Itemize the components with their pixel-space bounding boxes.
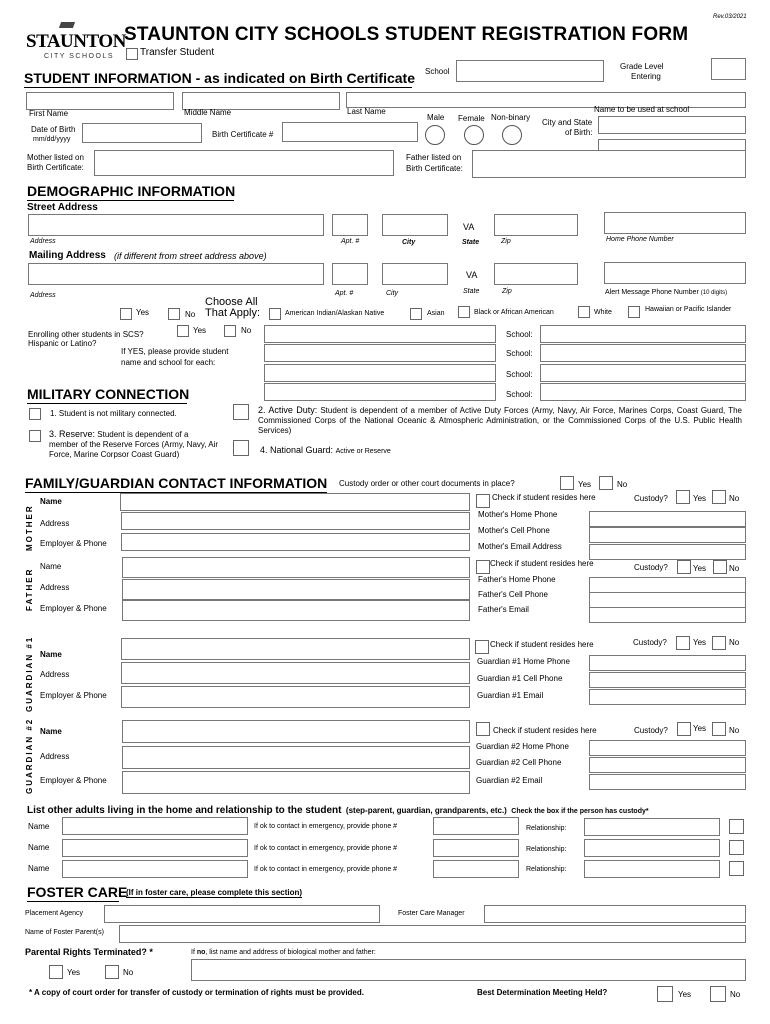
g2-home-phone-label: Guardian #2 Home Phone [476, 742, 569, 751]
school-input[interactable] [456, 60, 604, 82]
father-employer-label: Employer & Phone [40, 604, 107, 613]
nonbinary-label: Non-binary [491, 113, 531, 122]
race-asian-checkbox[interactable] [410, 308, 422, 320]
enrolling-label: Enrolling other students in SCS? [28, 330, 144, 339]
family-heading: FAMILY/GUARDIAN CONTACT INFORMATION [25, 475, 328, 491]
g1-custody-no-label: No [729, 638, 740, 647]
of-birth-label: of Birth: [565, 128, 593, 137]
g1-resides-checkbox[interactable] [475, 640, 489, 654]
other-adult-2-contact-label: If ok to contact in emergency, provide phone # [254, 845, 398, 852]
race-asian-label: Asian [427, 310, 445, 317]
male-label: Male [427, 113, 445, 122]
g2-address-label: Address [40, 752, 70, 761]
mother-name-label: Name [40, 497, 62, 506]
alert-phone-note: (10 digits) [700, 290, 728, 296]
guardian1-section-label: GUARDIAN #1 [25, 635, 34, 712]
mother-listed-label: Mother listed on [27, 153, 84, 162]
father-email-input[interactable] [589, 607, 746, 623]
mother-email-input[interactable] [589, 544, 746, 560]
mailing-state-value: VA [466, 270, 478, 280]
state2-label: State [463, 288, 480, 295]
g2-cell-phone-label: Guardian #2 Cell Phone [476, 758, 562, 767]
other-adult-2-name-label: Name [28, 843, 50, 852]
street-city-input[interactable] [382, 214, 448, 236]
mother-custody-yes-label: Yes [693, 494, 707, 503]
g1-custody-yes-checkbox[interactable] [676, 636, 690, 650]
father-custody-yes-checkbox[interactable] [677, 560, 691, 574]
military-opt3-text: Student is dependent of a member of the Reserve Forces (Army, Navy, Air Force, Marine Corpsor Coast Guard) [49, 430, 219, 460]
g2-custody-no-checkbox[interactable] [712, 722, 726, 736]
race-hawaiian-label: Hawaiian or Pacific Islander [645, 306, 732, 313]
student-info-heading: STUDENT INFORMATION - as indicated on Birth Certificate [24, 70, 415, 86]
g2-email-label: Guardian #2 Email [476, 776, 543, 785]
g2-employer-input[interactable] [122, 771, 470, 794]
g2-address-input[interactable] [122, 746, 470, 769]
guardian2-section-label: GUARDIAN #2 [25, 717, 34, 794]
race-white-checkbox[interactable] [578, 306, 590, 318]
if-yes-label: If YES, please provide student [121, 347, 229, 356]
g1-resides-label: Check if student resides here [490, 640, 594, 649]
hispanic-no-checkbox[interactable] [168, 308, 180, 320]
father-listed-label: Father listed on [406, 153, 462, 162]
alert-phone-input[interactable] [604, 262, 746, 284]
bdm-label: Best Determination Meeting Held? [477, 988, 608, 997]
military-opt1-checkbox[interactable] [29, 408, 41, 420]
g1-cell-phone-input[interactable] [589, 672, 746, 688]
father-resides-label: Check if student resides here [490, 559, 594, 568]
grade-level-label: Grade Level [620, 62, 664, 71]
biological-parents-input[interactable] [191, 959, 746, 981]
military-opt4-checkbox[interactable] [233, 440, 249, 456]
mother-address-input[interactable] [121, 512, 470, 530]
other-adult-2-relationship-label: Relationship: [526, 846, 567, 853]
school-label: School [425, 67, 450, 76]
home-phone-label: Home Phone Number [606, 236, 674, 243]
revision-label: Rev.03/2021 [713, 14, 747, 20]
demographic-heading: DEMOGRAPHIC INFORMATION [27, 183, 236, 199]
female-radio[interactable] [464, 125, 484, 145]
g2-email-input[interactable] [589, 774, 746, 790]
mother-listed-input[interactable] [94, 150, 394, 176]
alert-phone-label [605, 289, 727, 296]
school-label-1: School: [506, 330, 533, 339]
g2-custody-label: Custody? [634, 726, 668, 735]
custody-order-no-checkbox[interactable] [599, 476, 613, 490]
other-adults-title: List other adults living in the home and relationship to the student [27, 805, 342, 816]
home-phone-input[interactable] [604, 212, 746, 234]
g1-address-label: Address [40, 670, 70, 679]
father-cell-phone-input[interactable] [589, 592, 746, 608]
military-opt3-checkbox[interactable] [29, 430, 41, 442]
custody-question: Custody order or other court documents in place? [339, 479, 515, 488]
military-opt4-label [260, 445, 391, 455]
hispanic-no-label: No [185, 310, 196, 319]
other-adult-1-phone-input[interactable] [433, 817, 519, 835]
that-apply-label: That Apply: [205, 307, 261, 319]
street-address-input[interactable] [28, 214, 324, 236]
mother-custody-no-checkbox[interactable] [712, 490, 726, 504]
military-heading: MILITARY CONNECTION [27, 386, 190, 402]
rights-no-checkbox[interactable] [105, 965, 119, 979]
graduation-cap-icon [59, 22, 75, 28]
street-address-label: Street Address [27, 202, 98, 213]
military-opt1-label: 1. Student is not military connected. [50, 409, 177, 418]
enrolling-no-checkbox[interactable] [224, 325, 236, 337]
father-resides-checkbox[interactable] [476, 560, 490, 574]
g1-address-input[interactable] [121, 662, 470, 684]
race-amind-checkbox[interactable] [269, 308, 281, 320]
other-adult-2-relationship-input[interactable] [584, 839, 720, 857]
enrolling-school-input-1[interactable] [540, 325, 746, 343]
city2-label: City [386, 290, 399, 297]
dob-input[interactable] [82, 123, 202, 143]
father-cell-phone-label: Father's Cell Phone [478, 590, 549, 599]
g1-employer-input[interactable] [121, 686, 470, 708]
father-custody-no-checkbox[interactable] [713, 560, 727, 574]
hispanic-yes-label: Yes [136, 308, 150, 317]
enrolling-student-input-1[interactable] [264, 325, 496, 343]
name-used-label: Name to be used at school [594, 105, 690, 114]
logo-subtitle: CITY SCHOOLS [44, 53, 114, 60]
mailing-apt-input[interactable] [332, 263, 368, 285]
enrolling-yes-checkbox[interactable] [177, 325, 189, 337]
birth-cert-input[interactable] [282, 122, 418, 142]
g1-custody-yes-label: Yes [693, 638, 707, 647]
g1-custody-no-checkbox[interactable] [712, 636, 726, 650]
rights-if-no-post: , list name and address of biological mother and father: [205, 949, 376, 956]
g1-email-input[interactable] [589, 689, 746, 705]
enrolling-school-input-4[interactable] [540, 383, 746, 401]
school-label-3: School: [506, 370, 533, 379]
enrolling-school-input-2[interactable] [540, 344, 746, 362]
g2-name-input[interactable] [122, 720, 470, 743]
nonbinary-radio[interactable] [502, 125, 522, 145]
first-name-input[interactable] [26, 92, 174, 110]
g1-name-label: Name [40, 650, 62, 659]
race-hawaiian-checkbox[interactable] [628, 306, 640, 318]
other-adult-2-phone-input[interactable] [433, 839, 519, 857]
mother-bc-label: Birth Certificate: [27, 163, 84, 172]
other-adults-note2: Check the box if the person has custody* [511, 808, 649, 815]
placement-agency-input[interactable] [104, 905, 380, 923]
custody-order-yes-label: Yes [578, 480, 592, 489]
mother-email-label: Mother's Email Address [478, 542, 562, 551]
school-label-4: School: [506, 390, 533, 399]
mother-custody-label: Custody? [634, 494, 668, 503]
g2-custody-no-label: No [729, 726, 740, 735]
father-home-phone-label: Father's Home Phone [478, 575, 556, 584]
military-opt2-checkbox[interactable] [233, 404, 249, 420]
street-apt-input[interactable] [332, 214, 368, 236]
g1-cell-phone-label: Guardian #1 Cell Phone [477, 674, 563, 683]
father-listed-input[interactable] [472, 150, 746, 178]
military-opt2-text: Student is dependent of a member of Active Duty Forces (Army, Navy, Air Force, Marines Corps, Coast Guard, The Commissioned Corps of the National Oceanic & Atmospheric Administration, or the Commissioned Corps of the U.S. Public Health Services) [258, 406, 742, 436]
g1-employer-label: Employer & Phone [40, 691, 107, 700]
rights-if-no-bold: no [196, 949, 206, 956]
military-opt2-label [258, 405, 742, 436]
military-opt4-text: Active or Reserve [335, 448, 391, 455]
military-opt3-label [49, 429, 219, 460]
custody-order-no-label: No [617, 480, 628, 489]
dob-label: Date of Birth [31, 125, 76, 134]
court-order-footnote: * A copy of court order for transfer of custody or termination of rights must be provided. [29, 988, 364, 997]
father-name-input[interactable] [122, 557, 470, 578]
zip2-label: Zip [502, 288, 512, 295]
other-adult-1-relationship-input[interactable] [584, 818, 720, 836]
mother-resides-label: Check if student resides here [492, 493, 596, 502]
if-yes-label-2: name and school for each: [121, 358, 216, 367]
entering-label: Entering [631, 72, 661, 81]
other-adult-3-relationship-label: Relationship: [526, 866, 567, 873]
placement-agency-label: Placement Agency [25, 910, 83, 917]
mother-custody-no-label: No [729, 494, 740, 503]
zip-label: Zip [501, 238, 511, 245]
mailing-address-label: Mailing Address [29, 250, 106, 261]
mother-resides-checkbox[interactable] [476, 494, 490, 508]
other-adult-3-name-input[interactable] [62, 860, 248, 878]
city-label: City [402, 239, 416, 246]
rights-no-label: No [123, 968, 134, 977]
apt-label: Apt. # [341, 238, 360, 245]
grade-level-input[interactable] [711, 58, 746, 80]
mailing-address-input[interactable] [28, 263, 324, 285]
apt2-label: Apt. # [335, 290, 354, 297]
choose-all-label: Choose All [205, 296, 258, 308]
mother-name-input[interactable] [120, 493, 470, 511]
rights-terminated-label: Parental Rights Terminated? * [25, 947, 153, 957]
father-custody-label: Custody? [634, 563, 668, 572]
father-name-label: Name [40, 562, 62, 571]
enrolling-student-input-4[interactable] [264, 383, 496, 401]
address2-label: Address [30, 292, 56, 299]
enrolling-no-label: No [241, 326, 252, 335]
other-adult-3-phone-input[interactable] [433, 860, 519, 878]
rights-if-no-label [191, 949, 376, 956]
mother-section-label: MOTHER [25, 504, 34, 551]
g1-email-label: Guardian #1 Email [477, 691, 544, 700]
female-label: Female [458, 114, 485, 123]
bdm-no-checkbox[interactable] [710, 986, 726, 1002]
male-radio[interactable] [425, 125, 445, 145]
father-home-phone-input[interactable] [589, 577, 746, 593]
other-adult-3-custody-checkbox[interactable] [729, 861, 744, 876]
mailing-zip-input[interactable] [494, 263, 578, 285]
military-opt4-title: 4. National Guard: [260, 445, 334, 455]
other-adult-2-custody-checkbox[interactable] [729, 840, 744, 855]
father-address-label: Address [40, 583, 70, 592]
dob-format: mm/dd/yyyy [33, 136, 71, 143]
other-adult-3-name-label: Name [28, 864, 50, 873]
alert-phone-text: Alert Message Phone Number [605, 289, 699, 296]
other-adults-note: (step-parent, guardian, grandparents, etc.) [345, 806, 507, 815]
address-label: Address [30, 238, 56, 245]
other-adult-1-contact-label: If ok to contact in emergency, provide phone # [254, 823, 398, 830]
g2-resides-checkbox[interactable] [476, 722, 490, 736]
mother-custody-yes-checkbox[interactable] [676, 490, 690, 504]
race-black-checkbox[interactable] [458, 306, 470, 318]
logo-text: STAUNTON [26, 31, 126, 52]
name-used-input[interactable] [598, 116, 746, 134]
g2-name-label: Name [40, 727, 62, 736]
transfer-student-checkbox[interactable] [126, 48, 138, 60]
g1-name-input[interactable] [121, 638, 470, 660]
foster-parents-label: Name of Foster Parent(s) [25, 929, 104, 936]
enrolling-student-input-2[interactable] [264, 344, 496, 362]
other-adult-1-custody-checkbox[interactable] [729, 819, 744, 834]
rights-yes-checkbox[interactable] [49, 965, 63, 979]
rights-yes-label: Yes [67, 968, 81, 977]
street-state-value: VA [463, 222, 475, 232]
first-name-label: First Name [29, 109, 69, 118]
street-zip-input[interactable] [494, 214, 578, 236]
foster-parents-input[interactable] [119, 925, 746, 943]
other-adult-1-relationship-label: Relationship: [526, 825, 567, 832]
enrolling-yes-label: Yes [193, 326, 207, 335]
g1-home-phone-input[interactable] [589, 655, 746, 671]
foster-note: (If in foster care, please complete this section) [126, 888, 303, 897]
race-white-label: White [594, 309, 612, 316]
mailing-address-note: (if different from street address above) [114, 251, 267, 261]
middle-name-label: Middle Name [184, 108, 232, 117]
father-custody-no-label: No [729, 564, 740, 573]
father-email-label: Father's Email [478, 605, 529, 614]
military-opt2-title: 2. Active Duty: [258, 405, 318, 415]
mother-cell-phone-input[interactable] [589, 527, 746, 543]
g2-resides-label: Check if student resides here [493, 726, 597, 735]
other-adults-heading [27, 800, 649, 818]
g2-custody-yes-checkbox[interactable] [677, 722, 691, 736]
transfer-student-label: Transfer Student [140, 47, 215, 58]
g1-home-phone-label: Guardian #1 Home Phone [477, 657, 570, 666]
bdm-yes-label: Yes [678, 990, 692, 999]
city-state-label: City and State [542, 118, 593, 127]
rights-if-no-pre: If [191, 949, 197, 956]
bdm-yes-checkbox[interactable] [657, 986, 673, 1002]
last-name-label: Last Name [347, 107, 386, 116]
foster-heading: FOSTER CARE [27, 884, 128, 900]
race-black-label: Black or African American [474, 309, 554, 316]
state-label: State [462, 239, 480, 246]
foster-manager-label: Foster Care Manager [398, 910, 465, 917]
race-amind-label: American Indian/Alaskan Native [285, 310, 385, 317]
form-title: STAUNTON CITY SCHOOLS STUDENT REGISTRATION FORM [124, 24, 689, 45]
father-custody-yes-label: Yes [693, 564, 707, 573]
school-label-2: School: [506, 349, 533, 358]
enrolling-school-input-3[interactable] [540, 364, 746, 382]
g1-custody-label: Custody? [633, 638, 667, 647]
other-adult-1-name-input[interactable] [62, 817, 248, 835]
mother-home-phone-input[interactable] [589, 511, 746, 527]
father-address-input[interactable] [122, 579, 470, 600]
g2-custody-yes-label: Yes [693, 724, 707, 733]
g2-cell-phone-input[interactable] [589, 757, 746, 773]
g2-employer-label: Employer & Phone [40, 776, 107, 785]
mailing-city-input[interactable] [382, 263, 448, 285]
mother-address-label: Address [40, 519, 70, 528]
father-bc-label: Birth Certificate: [406, 164, 463, 173]
hispanic-label: Hispanic or Latino? [28, 339, 97, 348]
hispanic-yes-checkbox[interactable] [120, 308, 132, 320]
mother-home-phone-label: Mother's Home Phone [478, 510, 558, 519]
father-employer-input[interactable] [122, 600, 470, 621]
other-adult-3-contact-label: If ok to contact in emergency, provide phone # [254, 866, 398, 873]
mother-cell-phone-label: Mother's Cell Phone [478, 526, 550, 535]
father-section-label: FATHER [25, 567, 34, 611]
bdm-no-label: No [730, 990, 741, 999]
mother-employer-label: Employer & Phone [40, 539, 107, 548]
enrolling-student-input-3[interactable] [264, 364, 496, 382]
g2-home-phone-input[interactable] [589, 740, 746, 756]
mother-employer-input[interactable] [121, 533, 470, 551]
other-adult-1-name-label: Name [28, 822, 50, 831]
other-adult-3-relationship-input[interactable] [584, 860, 720, 878]
custody-order-yes-checkbox[interactable] [560, 476, 574, 490]
foster-manager-input[interactable] [484, 905, 746, 923]
birth-cert-label: Birth Certificate # [212, 130, 274, 139]
other-adult-2-name-input[interactable] [62, 839, 248, 857]
military-opt3-title: 3. Reserve: [49, 429, 96, 439]
